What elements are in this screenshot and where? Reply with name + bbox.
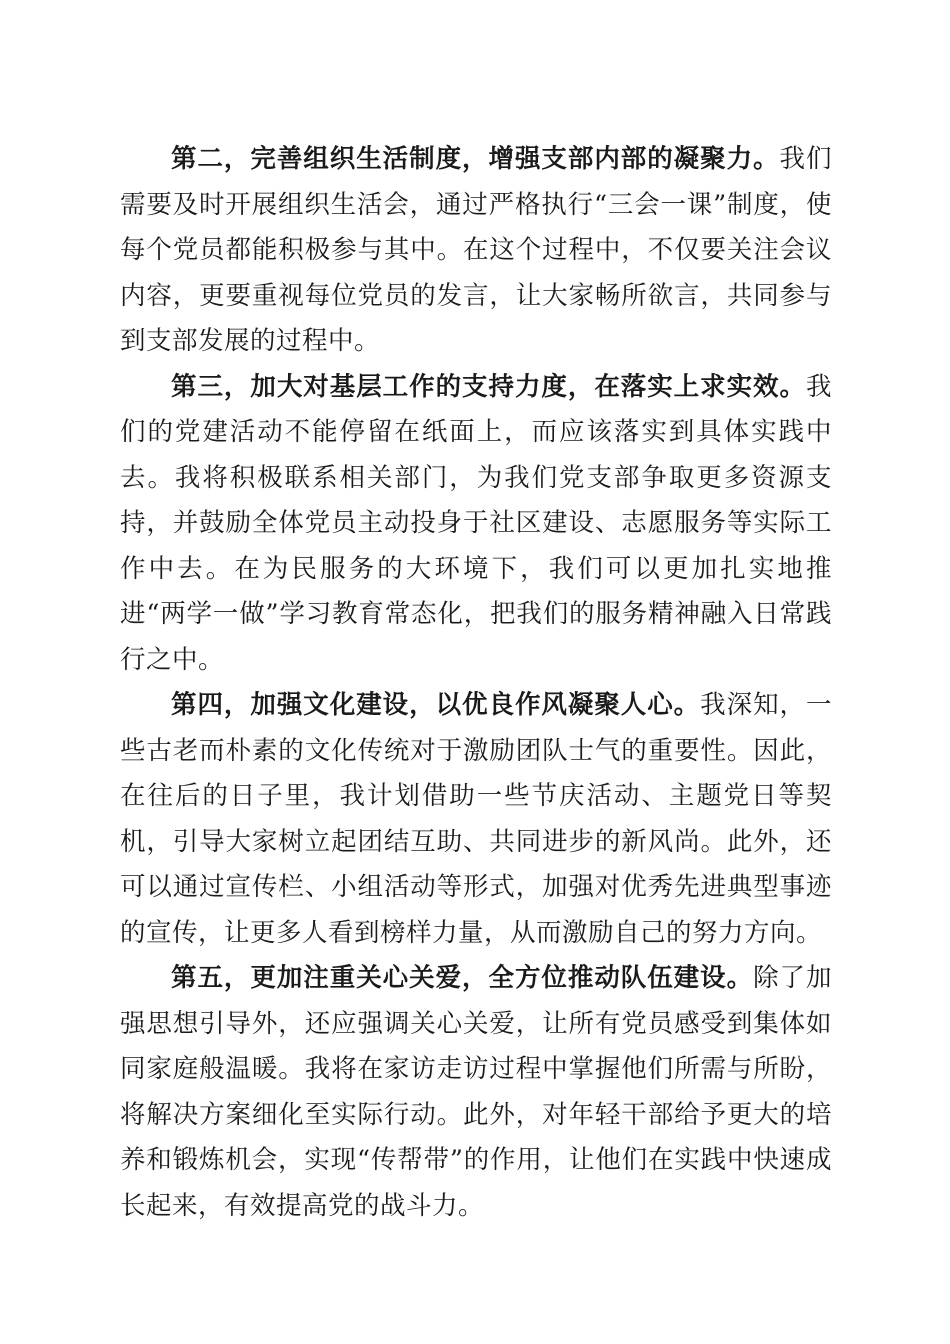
paragraph-organization-life	[120, 137, 832, 365]
paragraph-care-and-team	[120, 956, 832, 1229]
paragraph-culture-building	[120, 683, 832, 956]
paragraph-heading: 第五，更加注重关心关爱，全方位推动队伍建设。	[171, 963, 754, 993]
paragraph-text: 我们的党建活动不能停留在纸面上，而应该落实到具体实践中去。我将积极联系相关部门，为我们党支部争取更多资源支持，并鼓励全体党员主动投身于社区建设、志愿服务等实际工作中去。在为民服务的大环境下，我们可以更加扎实地推进“两学一做”学习教育常态化，把我们的服务精神融入日常践行之中。	[120, 371, 832, 675]
paragraph-text: 我深知，一些古老而朴素的文化传统对于激励团队士气的重要性。因此，在往后的日子里，我计划借助一些节庆活动、主题党日等契机，引导大家树立起团结互助、共同进步的新风尚。此外，还可以通过宣传栏、小组活动等形式，加强对优秀先进典型事迹的宣传，让更多人看到榜样力量，从而激励自己的努力方向。	[120, 690, 832, 948]
paragraph-heading: 第三，加大对基层工作的支持力度，在落实上求实效。	[171, 371, 806, 402]
document-body	[120, 137, 832, 1229]
paragraph-text: 我们需要及时开展组织生活会，通过严格执行“三会一课”制度，使每个党员都能积极参与其中。在这个过程中，不仅要关注会议内容，更要重视每位党员的发言，让大家畅所欲言，共同参与到支部发展的过程中。	[120, 144, 832, 356]
paragraph-heading: 第二，完善组织生活制度，增强支部内部的凝聚力。	[171, 144, 780, 174]
paragraph-heading: 第四，加强文化建设，以优良作风凝聚人心。	[171, 690, 701, 720]
paragraph-grassroots-support	[120, 365, 832, 684]
paragraph-text: 除了加强思想引导外，还应强调关心关爱，让所有党员感受到集体如同家庭般温暖。我将在家访走访过程中掌握他们所需与所盼，将解决方案细化至实际行动。此外，对年轻干部给予更大的培养和锻炼机会，实现“传帮带”的作用，让他们在实践中快速成长起来，有效提高党的战斗力。	[120, 963, 832, 1221]
